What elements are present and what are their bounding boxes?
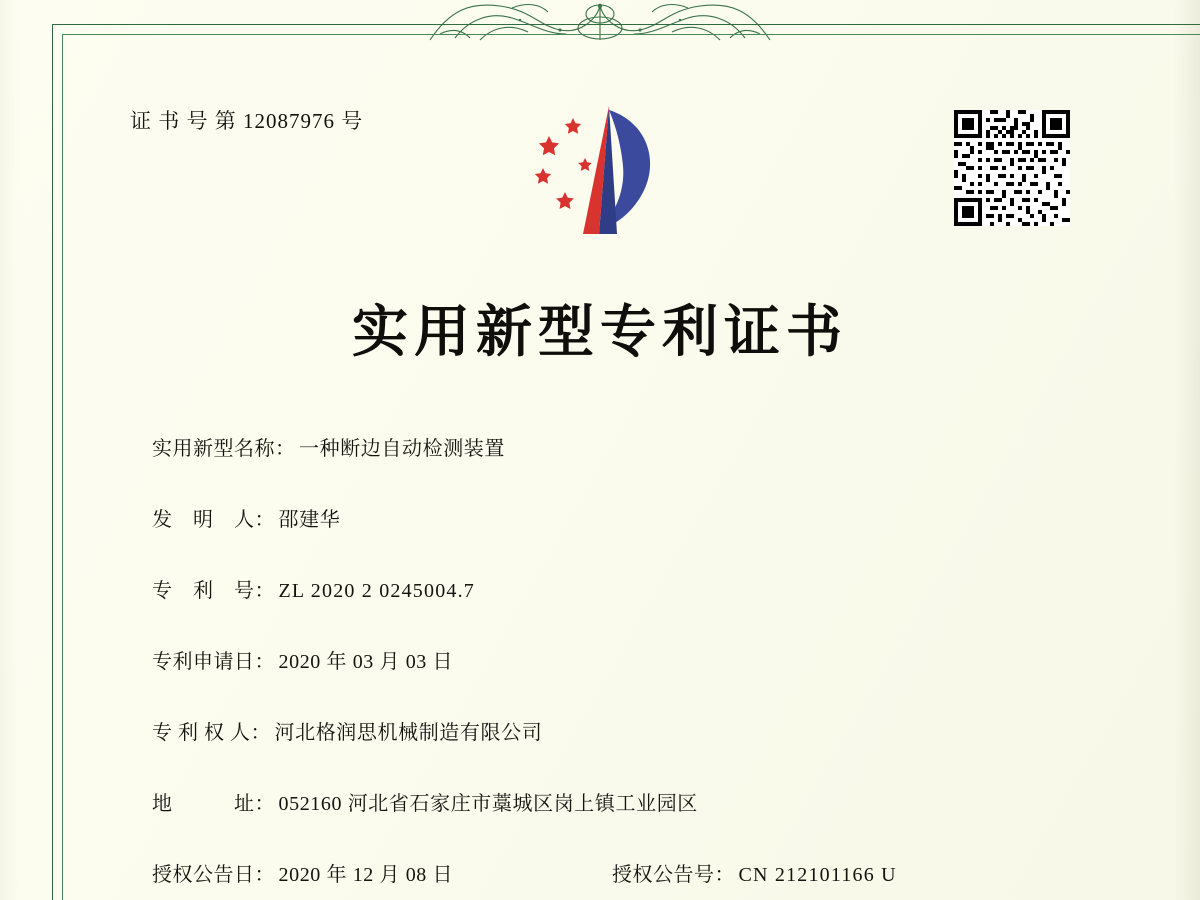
field-value-patent-number: ZL 2020 2 0245004.7 [278,580,475,602]
field-row-name [152,432,1152,503]
field-value-filing-date: 2020 年 03 月 03 日 [278,651,454,673]
qr-code [954,110,1070,226]
field-colon-filing-date: ： [254,651,275,673]
field-row-inventor [152,503,1152,574]
paper-right-shadow [1174,0,1200,900]
cnipa-emblem-icon [513,92,673,252]
field-value-address: 052160 河北省石家庄市藁城区岗上镇工业园区 [278,793,698,815]
field-label-grant-number: 授权公告号 [612,864,715,886]
field-colon-name: ： [275,438,295,460]
field-value-grant-number: CN 212101166 U [738,864,897,886]
field-colon-inventor: ： [254,509,275,531]
field-colon-patent-number: ： [254,580,275,602]
field-label-patent-number: 专 利 号 [152,580,255,602]
certificate-fields [152,432,1152,900]
field-row-grant [152,858,1152,900]
field-row-patent-number [152,574,1152,645]
field-label-name: 实用新型名称 [152,438,275,460]
field-value-inventor: 邵建华 [278,509,341,531]
field-colon-patentee: ： [250,722,271,744]
field-group-grant-number [612,858,897,887]
certificate-number: 证 书 号 第 12087976 号 [130,109,364,133]
field-label-grant-date: 授权公告日 [152,864,255,886]
field-value-patentee: 河北格润思机械制造有限公司 [274,722,543,744]
field-value-name: 一种断边自动检测装置 [299,438,505,460]
paper-left-shadow [0,0,18,900]
field-label-address: 地 址 [152,793,255,815]
field-colon-grant-number: ： [714,864,735,886]
field-colon-address: ： [254,793,275,815]
field-row-address [152,787,1152,858]
field-value-grant-date: 2020 年 12 月 08 日 [278,864,454,886]
field-label-patentee: 专 利 权 人 [152,722,251,744]
page-title: 实用新型专利证书 [352,299,848,365]
field-colon-grant-date: ： [254,864,275,886]
field-row-filing-date [152,645,1152,716]
field-label-inventor: 发 明 人 [152,509,255,531]
field-label-filing-date: 专利申请日 [152,651,255,673]
field-row-patentee [152,716,1152,787]
